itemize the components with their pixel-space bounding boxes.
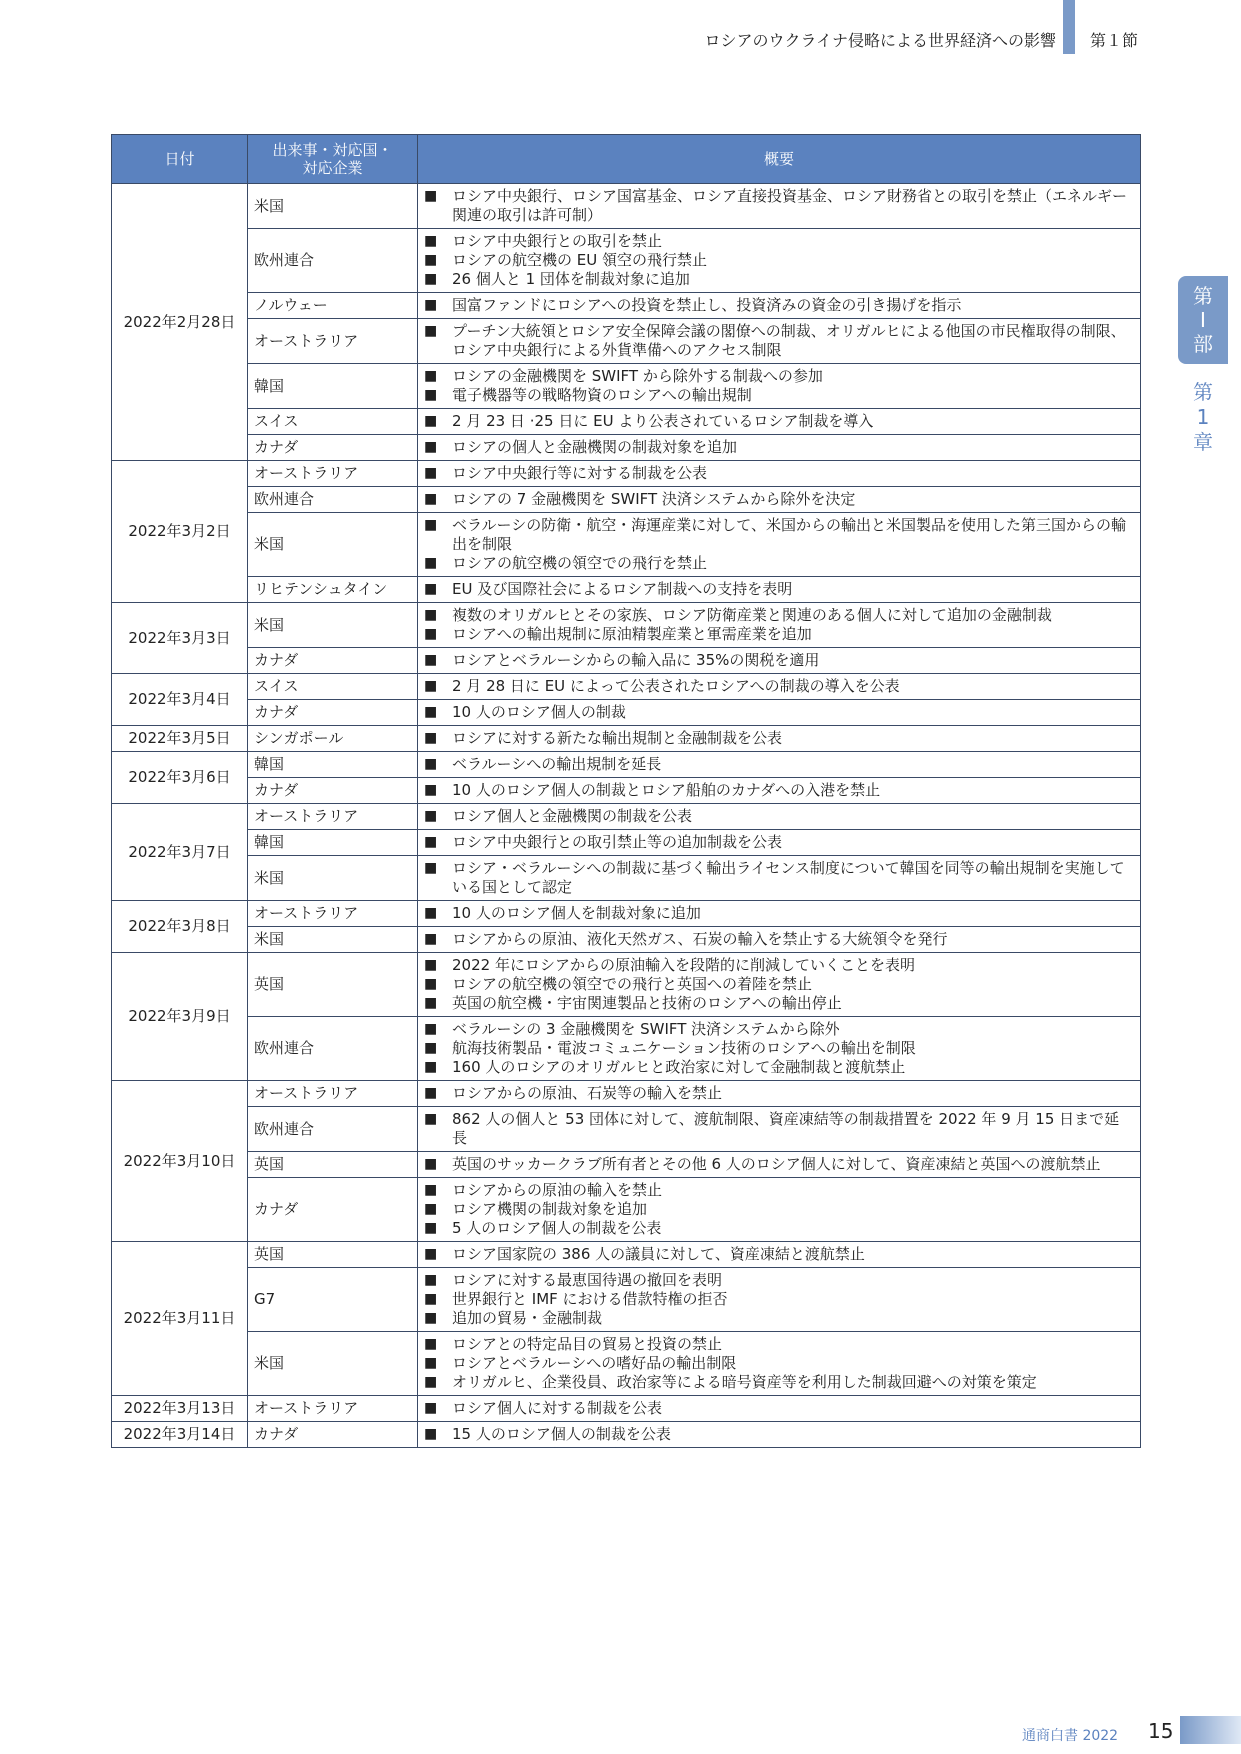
party-cell: 英国	[248, 1152, 418, 1178]
summary-cell	[418, 648, 1141, 674]
bullet-square-icon: ■	[424, 1426, 438, 1442]
summary-text: ロシアの航空機の領空での飛行と英国への着陸を禁止	[452, 975, 813, 993]
bullet-square-icon: ■	[424, 465, 438, 481]
table-row	[112, 319, 1141, 364]
party-cell: オーストラリア	[248, 319, 418, 364]
summary-item	[424, 270, 1134, 289]
table-row	[112, 778, 1141, 804]
table-row	[112, 1242, 1141, 1268]
summary-text: 電子機器等の戦略物資のロシアへの輸出規制	[452, 386, 752, 404]
summary-cell	[418, 1396, 1141, 1422]
summary-text: 26 個人と 1 団体を制裁対象に追加	[452, 270, 690, 288]
summary-text: ロシア・ベラルーシへの制裁に基づく輸出ライセンス制度について韓国を同等の輸出規制を実施している国として認定	[452, 859, 1125, 896]
table-row	[112, 901, 1141, 927]
summary-cell	[418, 1268, 1141, 1332]
summary-item	[424, 1219, 1134, 1238]
bullet-square-icon: ■	[424, 860, 438, 876]
bullet-square-icon: ■	[424, 1400, 438, 1416]
summary-text: 英国の航空機・宇宙関連製品と技術のロシアへの輸出停止	[452, 994, 842, 1012]
bullet-square-icon: ■	[424, 1182, 438, 1198]
summary-item	[424, 781, 1134, 800]
summary-text: 5 人のロシア個人の制裁を公表	[452, 1219, 662, 1237]
summary-text: ベラルーシの防衛・航空・海運産業に対して、米国からの輸出と米国製品を使用した第三国からの輸出を制限	[452, 516, 1126, 553]
summary-item	[424, 1354, 1134, 1373]
summary-cell	[418, 603, 1141, 648]
bullet-square-icon: ■	[424, 1156, 438, 1172]
summary-text: ロシアの航空機の領空での飛行を禁止	[452, 554, 708, 572]
summary-cell	[418, 752, 1141, 778]
summary-cell	[418, 927, 1141, 953]
summary-text: 複数のオリガルヒとその家族、ロシア防衛産業と関連のある個人に対して追加の金融制裁	[452, 606, 1052, 624]
summary-cell	[418, 577, 1141, 603]
table-row	[112, 409, 1141, 435]
summary-item	[424, 729, 1134, 748]
summary-text: ロシア中央銀行との取引を禁止	[452, 232, 663, 250]
party-cell: 欧州連合	[248, 487, 418, 513]
party-cell: リヒテンシュタイン	[248, 577, 418, 603]
side-tab-chapter-char: 章	[1193, 430, 1213, 454]
summary-item	[424, 755, 1134, 774]
side-tab-part	[1178, 276, 1228, 364]
table-row	[112, 1152, 1141, 1178]
summary-item	[424, 975, 1134, 994]
bullet-square-icon: ■	[424, 1059, 438, 1075]
summary-text: 10 人のロシア個人を制裁対象に追加	[452, 904, 701, 922]
party-cell: ノルウェー	[248, 293, 418, 319]
bullet-square-icon: ■	[424, 368, 438, 384]
date-cell: 2022年3月2日	[112, 461, 248, 603]
summary-text: ロシア国家院の 386 人の議員に対して、資産凍結と渡航禁止	[452, 1245, 865, 1263]
bullet-square-icon: ■	[424, 517, 438, 533]
summary-cell	[418, 1081, 1141, 1107]
summary-text: ロシアとベラルーシへの嗜好品の輸出制限	[452, 1354, 737, 1372]
bullet-square-icon: ■	[424, 1246, 438, 1262]
column-header-date: 日付	[112, 135, 248, 184]
summary-item	[424, 1110, 1134, 1148]
summary-item	[424, 1181, 1134, 1200]
party-cell: カナダ	[248, 1178, 418, 1242]
summary-text: ロシア個人に対する制裁を公表	[452, 1399, 663, 1417]
summary-text: 862 人の個人と 53 団体に対して、渡航制限、資産凍結等の制裁措置を 2022 年 9 月 15 日まで延長	[452, 1110, 1120, 1147]
summary-cell	[418, 1017, 1141, 1081]
table-header-row	[112, 135, 1141, 184]
summary-item	[424, 1084, 1134, 1103]
summary-cell	[418, 856, 1141, 901]
bullet-square-icon: ■	[424, 1085, 438, 1101]
summary-text: ロシアからの原油の輸入を禁止	[452, 1181, 663, 1199]
bullet-square-icon: ■	[424, 995, 438, 1011]
summary-item	[424, 1425, 1134, 1444]
bullet-square-icon: ■	[424, 491, 438, 507]
column-header-party: 出来事・対応国・ 対応企業	[248, 135, 418, 184]
summary-text: 2022 年にロシアからの原油輸入を段階的に削減していくことを表明	[452, 956, 915, 974]
summary-text: 15 人のロシア個人の制裁を公表	[452, 1425, 671, 1443]
party-cell: 英国	[248, 1242, 418, 1268]
side-tab-part-char: I	[1200, 308, 1206, 332]
bullet-square-icon: ■	[424, 1220, 438, 1236]
summary-cell	[418, 364, 1141, 409]
table-row	[112, 726, 1141, 752]
summary-cell	[418, 1332, 1141, 1396]
summary-item	[424, 807, 1134, 826]
summary-text: ベラルーシへの輸出規制を延長	[452, 755, 662, 773]
summary-item	[424, 580, 1134, 599]
bullet-square-icon: ■	[424, 413, 438, 429]
summary-item	[424, 490, 1134, 509]
bullet-square-icon: ■	[424, 1021, 438, 1037]
summary-cell	[418, 461, 1141, 487]
party-cell: カナダ	[248, 648, 418, 674]
party-cell: 韓国	[248, 364, 418, 409]
summary-cell	[418, 953, 1141, 1017]
bullet-square-icon: ■	[424, 252, 438, 268]
party-cell: スイス	[248, 674, 418, 700]
running-header-section: 第１節	[1090, 31, 1139, 50]
summary-item	[424, 1245, 1134, 1264]
date-cell: 2022年3月8日	[112, 901, 248, 953]
bullet-square-icon: ■	[424, 730, 438, 746]
table-row	[112, 435, 1141, 461]
table-row	[112, 648, 1141, 674]
summary-item	[424, 833, 1134, 852]
table-row	[112, 752, 1141, 778]
bullet-square-icon: ■	[424, 782, 438, 798]
summary-text: オリガルヒ、企業役員、政治家等による暗号資産等を利用した制裁回避への対策を策定	[452, 1373, 1037, 1391]
party-cell: カナダ	[248, 778, 418, 804]
table-row	[112, 603, 1141, 648]
summary-text: ロシアの個人と金融機関の制裁対象を追加	[452, 438, 738, 456]
table-row	[112, 830, 1141, 856]
bullet-square-icon: ■	[424, 297, 438, 313]
date-cell: 2022年3月11日	[112, 1242, 248, 1396]
summary-item	[424, 1399, 1134, 1418]
bullet-square-icon: ■	[424, 957, 438, 973]
party-cell: 英国	[248, 953, 418, 1017]
summary-cell	[418, 726, 1141, 752]
summary-cell	[418, 674, 1141, 700]
summary-cell	[418, 513, 1141, 577]
summary-text: ロシアに対する最恵国待遇の撤回を表明	[452, 1271, 723, 1289]
table-row	[112, 1422, 1141, 1448]
side-tab-chapter-char: 1	[1196, 405, 1210, 429]
party-cell: 韓国	[248, 752, 418, 778]
summary-item	[424, 606, 1134, 625]
summary-text: ロシアの金融機関を SWIFT から除外する制裁への参加	[452, 367, 823, 385]
side-tab-part-char: 部	[1193, 332, 1213, 356]
summary-text: 10 人のロシア個人の制裁とロシア船舶のカナダへの入港を禁止	[452, 781, 881, 799]
summary-item	[424, 232, 1134, 251]
bullet-square-icon: ■	[424, 976, 438, 992]
summary-text: ロシア中央銀行等に対する制裁を公表	[452, 464, 708, 482]
summary-item	[424, 930, 1134, 949]
date-cell: 2022年3月3日	[112, 603, 248, 674]
table-row	[112, 1017, 1141, 1081]
summary-item	[424, 1155, 1134, 1174]
summary-cell	[418, 229, 1141, 293]
summary-cell	[418, 778, 1141, 804]
date-cell: 2022年3月7日	[112, 804, 248, 901]
bullet-square-icon: ■	[424, 834, 438, 850]
summary-item	[424, 464, 1134, 483]
summary-text: ロシア個人と金融機関の制裁を公表	[452, 807, 693, 825]
summary-item	[424, 1309, 1134, 1328]
summary-cell	[418, 1107, 1141, 1152]
summary-text: ロシアからの原油、液化天然ガス、石炭の輸入を禁止する大統領令を発行	[452, 930, 948, 948]
summary-text: ロシア中央銀行、ロシア国富基金、ロシア直接投資基金、ロシア財務省との取引を禁止（エネルギー関連の取引は許可制）	[452, 187, 1128, 224]
footer-accent-bar	[1180, 1716, 1241, 1744]
summary-text: EU 及び国際社会によるロシア制裁への支持を表明	[452, 580, 793, 598]
party-cell: 米国	[248, 856, 418, 901]
table-row	[112, 293, 1141, 319]
party-cell: オーストラリア	[248, 804, 418, 830]
summary-cell	[418, 1178, 1141, 1242]
summary-text: ロシアとの特定品目の貿易と投資の禁止	[452, 1335, 723, 1353]
bullet-square-icon: ■	[424, 626, 438, 642]
summary-text: 世界銀行と IMF における借款特権の拒否	[452, 1290, 728, 1308]
summary-cell	[418, 901, 1141, 927]
summary-cell	[418, 1242, 1141, 1268]
table-row	[112, 461, 1141, 487]
side-tab-chapter	[1178, 380, 1228, 455]
summary-text: ロシアへの輸出規制に原油精製産業と軍需産業を追加	[452, 625, 812, 643]
bullet-square-icon: ■	[424, 271, 438, 287]
summary-cell	[418, 435, 1141, 461]
bullet-square-icon: ■	[424, 931, 438, 947]
summary-item	[424, 322, 1134, 360]
bullet-square-icon: ■	[424, 756, 438, 772]
table-row	[112, 1396, 1141, 1422]
header-accent-bar	[1063, 0, 1075, 54]
bullet-square-icon: ■	[424, 1111, 438, 1127]
date-cell: 2022年2月28日	[112, 184, 248, 461]
bullet-square-icon: ■	[424, 1336, 438, 1352]
summary-item	[424, 412, 1134, 431]
bullet-square-icon: ■	[424, 652, 438, 668]
table-body	[112, 184, 1141, 1448]
date-cell: 2022年3月10日	[112, 1081, 248, 1242]
running-header-title: ロシアのウクライナ侵略による世界経済への影響	[704, 31, 1056, 50]
summary-item	[424, 1020, 1134, 1039]
summary-item	[424, 1373, 1134, 1392]
bullet-square-icon: ■	[424, 1310, 438, 1326]
summary-text: プーチン大統領とロシア安全保障会議の閣僚への制裁、オリガルヒによる他国の市民権取得の制限、ロシア中央銀行による外貨準備へのアクセス制限	[452, 322, 1126, 359]
bullet-square-icon: ■	[424, 188, 438, 204]
bullet-square-icon: ■	[424, 678, 438, 694]
summary-item	[424, 367, 1134, 386]
table-row	[112, 364, 1141, 409]
summary-item	[424, 651, 1134, 670]
bullet-square-icon: ■	[424, 323, 438, 339]
summary-cell	[418, 487, 1141, 513]
table-row	[112, 513, 1141, 577]
table-row	[112, 487, 1141, 513]
bullet-square-icon: ■	[424, 1291, 438, 1307]
party-cell: シンガポール	[248, 726, 418, 752]
party-cell: 韓国	[248, 830, 418, 856]
summary-text: ロシア中央銀行との取引禁止等の追加制裁を公表	[452, 833, 783, 851]
summary-cell	[418, 184, 1141, 229]
side-tab-part-char: 第	[1193, 284, 1213, 308]
summary-cell	[418, 804, 1141, 830]
date-cell: 2022年3月5日	[112, 726, 248, 752]
summary-cell	[418, 409, 1141, 435]
table-row	[112, 804, 1141, 830]
bullet-square-icon: ■	[424, 1040, 438, 1056]
party-cell: 米国	[248, 603, 418, 648]
summary-cell	[418, 830, 1141, 856]
summary-item	[424, 625, 1134, 644]
summary-item	[424, 1200, 1134, 1219]
date-cell: 2022年3月9日	[112, 953, 248, 1081]
date-cell: 2022年3月14日	[112, 1422, 248, 1448]
bullet-square-icon: ■	[424, 1355, 438, 1371]
table-row	[112, 184, 1141, 229]
table-row	[112, 577, 1141, 603]
party-cell: 米国	[248, 1332, 418, 1396]
summary-item	[424, 1058, 1134, 1077]
table-row	[112, 953, 1141, 1017]
summary-item	[424, 554, 1134, 573]
summary-text: 英国のサッカークラブ所有者とその他 6 人のロシア個人に対して、資産凍結と英国への渡航禁止	[452, 1155, 1101, 1173]
party-cell: オーストラリア	[248, 901, 418, 927]
sanctions-table	[111, 134, 1141, 1448]
summary-item	[424, 677, 1134, 696]
party-cell: 米国	[248, 927, 418, 953]
summary-text: 追加の貿易・金融制裁	[452, 1309, 603, 1327]
summary-item	[424, 1335, 1134, 1354]
party-cell: 欧州連合	[248, 229, 418, 293]
summary-text: ロシア機関の制裁対象を追加	[452, 1200, 648, 1218]
party-cell: カナダ	[248, 1422, 418, 1448]
summary-item	[424, 251, 1134, 270]
bullet-square-icon: ■	[424, 704, 438, 720]
bullet-square-icon: ■	[424, 1272, 438, 1288]
summary-item	[424, 904, 1134, 923]
summary-item	[424, 859, 1134, 897]
bullet-square-icon: ■	[424, 1201, 438, 1217]
summary-cell	[418, 1422, 1141, 1448]
summary-text: 160 人のロシアのオリガルヒと政治家に対して金融制裁と渡航禁止	[452, 1058, 906, 1076]
table-row	[112, 927, 1141, 953]
summary-cell	[418, 1152, 1141, 1178]
summary-text: ロシアの 7 金融機関を SWIFT 決済システムから除外を決定	[452, 490, 856, 508]
table-row	[112, 1107, 1141, 1152]
bullet-square-icon: ■	[424, 233, 438, 249]
summary-item	[424, 1039, 1134, 1058]
party-cell: カナダ	[248, 435, 418, 461]
party-cell: オーストラリア	[248, 1081, 418, 1107]
party-cell: 欧州連合	[248, 1017, 418, 1081]
table-row	[112, 1268, 1141, 1332]
summary-cell	[418, 319, 1141, 364]
bullet-square-icon: ■	[424, 905, 438, 921]
date-cell: 2022年3月6日	[112, 752, 248, 804]
bullet-square-icon: ■	[424, 439, 438, 455]
party-cell: スイス	[248, 409, 418, 435]
summary-text: ロシアに対する新たな輸出規制と金融制裁を公表	[452, 729, 783, 747]
bullet-square-icon: ■	[424, 808, 438, 824]
summary-cell	[418, 293, 1141, 319]
table-row	[112, 674, 1141, 700]
party-cell: G7	[248, 1268, 418, 1332]
summary-item	[424, 956, 1134, 975]
table-row	[112, 700, 1141, 726]
date-cell: 2022年3月13日	[112, 1396, 248, 1422]
summary-text: ロシアからの原油、石炭等の輸入を禁止	[452, 1084, 723, 1102]
summary-item	[424, 438, 1134, 457]
bullet-square-icon: ■	[424, 387, 438, 403]
bullet-square-icon: ■	[424, 555, 438, 571]
table-row	[112, 1332, 1141, 1396]
party-cell: オーストラリア	[248, 1396, 418, 1422]
summary-item	[424, 994, 1134, 1013]
party-cell: 米国	[248, 513, 418, 577]
table-row	[112, 1081, 1141, 1107]
summary-item	[424, 1290, 1134, 1309]
summary-cell	[418, 700, 1141, 726]
bullet-square-icon: ■	[424, 581, 438, 597]
summary-item	[424, 187, 1134, 225]
table-row	[112, 856, 1141, 901]
summary-text: ロシアの航空機の EU 領空の飛行禁止	[452, 251, 707, 269]
party-cell: 欧州連合	[248, 1107, 418, 1152]
party-cell: オーストラリア	[248, 461, 418, 487]
summary-item	[424, 386, 1134, 405]
column-header-summary: 概要	[418, 135, 1141, 184]
summary-text: 国富ファンドにロシアへの投資を禁止し、投資済みの資金の引き揚げを指示	[452, 296, 962, 314]
summary-text: 2 月 28 日に EU によって公表されたロシアへの制裁の導入を公表	[452, 677, 900, 695]
footer-publication: 通商白書 2022	[1022, 1728, 1119, 1744]
party-cell: カナダ	[248, 700, 418, 726]
summary-item	[424, 1271, 1134, 1290]
summary-item	[424, 703, 1134, 722]
date-cell: 2022年3月4日	[112, 674, 248, 726]
summary-text: 航海技術製品・電波コミュニケーション技術のロシアへの輸出を制限	[452, 1039, 916, 1057]
page-number: 15	[1148, 1719, 1174, 1743]
bullet-square-icon: ■	[424, 607, 438, 623]
party-cell: 米国	[248, 184, 418, 229]
table-row	[112, 1178, 1141, 1242]
summary-text: ベラルーシの 3 金融機関を SWIFT 決済システムから除外	[452, 1020, 840, 1038]
summary-text: ロシアとベラルーシからの輸入品に 35%の関税を適用	[452, 651, 820, 669]
table-row	[112, 229, 1141, 293]
side-tab-chapter-char: 第	[1193, 380, 1213, 404]
summary-text: 10 人のロシア個人の制裁	[452, 703, 626, 721]
summary-item	[424, 516, 1134, 554]
summary-text: 2 月 23 日 ·25 日に EU より公表されているロシア制裁を導入	[452, 412, 874, 430]
summary-item	[424, 296, 1134, 315]
bullet-square-icon: ■	[424, 1374, 438, 1390]
